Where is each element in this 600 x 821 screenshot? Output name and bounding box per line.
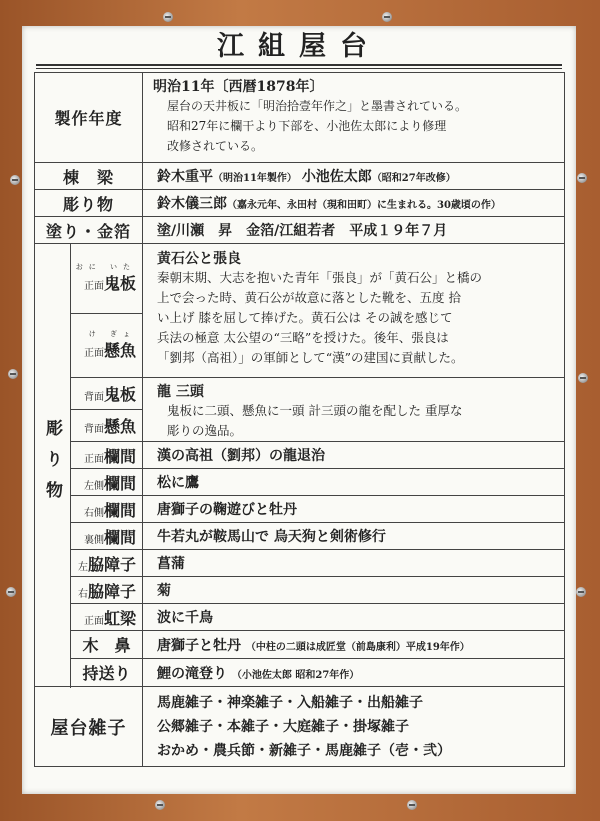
carving-label-4: 背面懸魚 — [71, 410, 143, 442]
hayashi-line-2: 公郷雑子・本雑子・大庭雑子・掛塚雑子 — [157, 718, 410, 735]
cell-hayashi — [143, 687, 565, 767]
screw-icon — [155, 800, 165, 810]
story1-cell — [143, 244, 565, 378]
carving-row-5: 正面欄間 漢の高祖（劉邦）の龍退治 — [35, 442, 565, 469]
hayashi-line-1: 馬鹿雑子・神楽雑子・入船雑子・出船雑子 — [157, 694, 424, 711]
story1-title: 黄石公と張良 — [157, 251, 242, 267]
mochiokuri-note: （小池佐太郎 昭和27年作） — [231, 669, 360, 681]
cell-seisaku — [143, 73, 565, 163]
toryo-name-2: 小池佐太郎 — [301, 169, 372, 185]
hayashi-line-3: おかめ・農兵節・新雑子・馬鹿雑子（壱・弐） — [157, 742, 452, 759]
cell-toryo — [143, 163, 565, 190]
row-hayashi — [35, 687, 565, 767]
toryo-sub-1: （明治11年製作） — [213, 173, 297, 184]
story1-line-1: 秦朝末期、大志を抱いた青年「張良」が「黄石公」と橋の — [157, 270, 483, 285]
screw-icon — [10, 175, 20, 185]
carving-row-9: 左脇障子 菖蒲 — [35, 550, 565, 577]
row-seisaku — [35, 73, 565, 163]
seisaku-note-2: 昭和27年に欄干より下部を、小池佐太郎により修理 — [167, 118, 447, 133]
carving-row-6: 左側欄間 松に鷹 — [35, 469, 565, 496]
story1-line-2: 上で会った時、黄石公が故意に落とした靴を、五度 拾 — [157, 290, 461, 305]
carving-value-8: 牛若丸が鞍馬山で 烏天狗と剣術修行 — [143, 523, 565, 550]
carving-row-13 — [35, 659, 565, 687]
mochiokuri-cell — [143, 659, 565, 687]
carving-label-13: 持送り — [71, 659, 143, 687]
screw-icon — [382, 12, 392, 22]
story2-title: 龍 三頭 — [157, 384, 204, 400]
horimono-name: 鈴木儀三郎 — [157, 196, 228, 212]
screw-icon — [577, 173, 587, 183]
carving-row-10: 右脇障子 菊 — [35, 577, 565, 604]
mochiokuri-value: 鯉の滝登り — [157, 665, 228, 682]
horimono-sub: （嘉永元年、永田村（現和田町）に生まれる。30歳頃の作） — [227, 200, 501, 211]
screw-icon — [578, 373, 588, 383]
carving-value-11: 波に千鳥 — [143, 604, 565, 631]
story1-line-4: 兵法の極意 太公望の“三略”を授けた。後年、張良は — [157, 330, 449, 345]
sign-title: 江組屋台 — [217, 31, 381, 62]
seisaku-year: 明治11年〔西暦1878年〕 — [153, 78, 324, 95]
story1-line-3: い上げ 膝を屈して捧げた。黄石公は その誠を感じて — [157, 310, 453, 325]
label-horimono: 彫り物 — [35, 190, 143, 217]
story2-cell — [143, 378, 565, 442]
row-horimono — [35, 190, 565, 217]
carving-side-label: 彫り物 — [35, 244, 71, 687]
carving-row-11: 正面虹梁 波に千鳥 — [35, 604, 565, 631]
row-toryo — [35, 163, 565, 190]
screw-icon — [163, 12, 173, 22]
carving-label-12: 木 鼻 — [71, 631, 143, 659]
toryo-name-1: 鈴木重平 — [157, 169, 214, 185]
carving-row-7: 右側欄間 唐獅子の鞠遊びと牡丹 — [35, 496, 565, 523]
seisaku-note-3: 改修されている。 — [167, 138, 264, 153]
carving-label-3: 背面鬼板 — [71, 378, 143, 410]
carving-row-12 — [35, 631, 565, 659]
label-seisaku: 製作年度 — [35, 73, 143, 163]
title-underline — [36, 64, 562, 69]
sign-board — [22, 26, 576, 794]
carving-value-5: 漢の高祖（劉邦）の龍退治 — [143, 442, 565, 469]
screw-icon — [407, 800, 417, 810]
carving-value-7: 唐獅子の鞠遊びと牡丹 — [143, 496, 565, 523]
carving-value-6: 松に鷹 — [143, 469, 565, 496]
carving-label-2: け ぎょ 正面懸魚 — [71, 314, 143, 378]
toryo-sub-2: （昭和27年改修） — [371, 173, 456, 184]
label-nuri: 塗り・金箔 — [35, 217, 143, 244]
seisaku-note-1: 屋台の天井板に「明治拾壹年作之」と墨書されている。 — [167, 98, 468, 113]
carving-row-8: 裏側欄間 牛若丸が鞍馬山で 烏天狗と剣術修行 — [35, 523, 565, 550]
cell-horimono — [143, 190, 565, 217]
carving-label-1: おに いた 正面鬼板 — [71, 244, 143, 314]
story2-line-1: 鬼板に二頭、懸魚に一頭 計三頭の龍を配した 重厚な — [167, 403, 463, 418]
row-nuri — [35, 217, 565, 244]
nuri-text: 塗/川瀬 昇 金箔/江組若者 平成１９年７月 — [143, 217, 565, 244]
screw-icon — [6, 587, 16, 597]
story2-line-2: 彫りの逸品。 — [167, 423, 243, 438]
kibana-value: 唐獅子と牡丹 — [157, 637, 242, 654]
carving-value-9: 菖蒲 — [143, 550, 565, 577]
kibana-note: （中柱の二頭は成匠堂（前島康利）平成19年作） — [245, 641, 470, 653]
screw-icon — [576, 587, 586, 597]
story1-line-5: 「劉邦（高祖）」の軍師として“漢”の建国に貢献した。 — [157, 350, 464, 365]
kibana-cell — [143, 631, 565, 659]
carving-row-3 — [35, 378, 565, 410]
label-hayashi: 屋台雑子 — [35, 687, 143, 767]
info-table — [34, 72, 565, 767]
carving-value-10: 菊 — [143, 577, 565, 604]
carving-row-1 — [35, 244, 565, 314]
label-toryo: 棟 梁 — [35, 163, 143, 190]
screw-icon — [8, 369, 18, 379]
